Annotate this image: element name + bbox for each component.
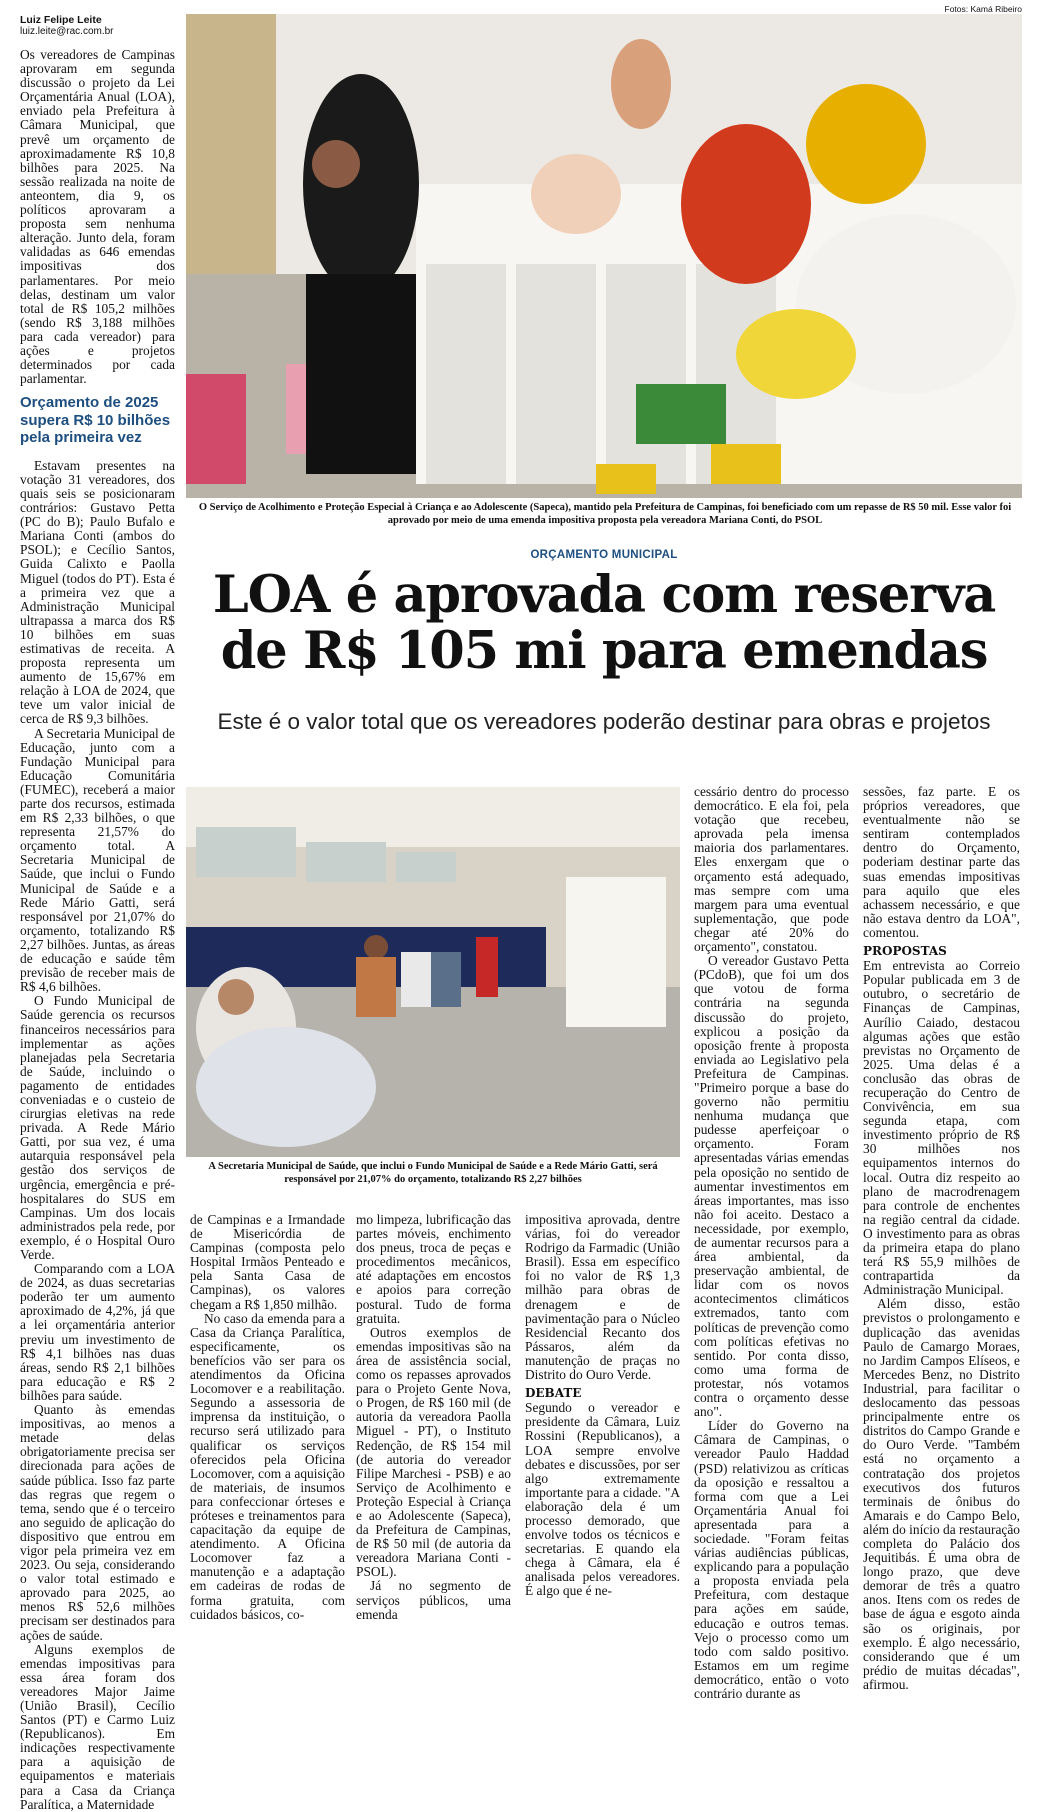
photo-caption: A Secretaria Municipal de Saúde, que inclui o Fundo Municipal de Saúde e a Rede Mário Gatti, será responsável por 21,07% do orçamento, totalizando R$ 2,27 bilhões — [208, 1161, 658, 1185]
subhead: Orçamento de 2025 supera R$ 10 bilhões pela primeira vez — [20, 394, 171, 447]
author-email[interactable]: luiz.leite@rac.com.br — [20, 26, 114, 37]
photo-toy-shelf — [186, 14, 1022, 498]
byline — [20, 14, 180, 37]
section-kicker: ORÇAMENTO MUNICIPAL — [530, 549, 678, 561]
paragraph: Quanto às emendas impositivas, ao menos a metade delas obrigatoriamente precisa ser direcionada para ações de saúde pública. Isso faz parte das regras que regem o tema, sendo que é o terceiro ano seguido de aplicação do dispositivo que entrou em vigor pela primeira vez em 2023. Ou seja, considerando o valor total estimado e aprovado para 2025, ao menos R$ 52,6 milhões precisam ser destinados para ações de saúde. — [20, 1402, 175, 1643]
paragraph: Os vereadores de Campinas aprovaram em segunda discussão o projeto da Lei Orçamentária Anual (LOA), enviado pela Prefeitura à Câmara Municipal, que prevê um orçamento de aproximadamente R$ 10,8 bilhões para 2025. Na sessão realizada na noite de anteontem, dia 9, os políticos aprovaram a proposta sem nenhuma alteração. Junto dela, foram validadas as 646 emendas impositivas dos parlamentares. Por meio delas, destinam um valor total de R$ 105,2 milhões (sendo R$ 3,188 milhões para cada vereador) para ações e projetos determinados por cada parlamentar. — [20, 47, 175, 387]
article-column-5 — [694, 784, 849, 1701]
paragraph: Além disso, estão previstos o prolongamento e duplicação das avenidas Paulo de Camargo Moraes, no Jardim Campos Elíseos, e Mercedes Benz, no Distrito Industrial, para facilitar o deslocamento das pessoas principalmente entre os distritos do Campo Grande e do Ouro Verde. "Também está no orçamento a contratação dos projetos executivos dos futuros terminais de ônibus do Amarais e do Campo Belo, além do início da restauração completa do Palácio dos Jequitibás. É uma obra de longo prazo, que deve demorar de três a quatro anos. Itens com os redes de base de água e esgoto ainda são os originais, por exemplo. É algo necessário, considerando que é um prédio de muitas décadas", afirmou. — [863, 1296, 1020, 1692]
article-column-2 — [190, 1212, 345, 1622]
paragraph: Em entrevista ao Correio Popular publicada em 3 de outubro, o secretário de Finanças de Campinas, Aurílio Caiado, destacou algumas ações que estão previstas no Orçamento de 2025. Uma delas é a conclusão das obras de recuperação do Centro de Convivência, em sua segunda etapa, com investimento próprio de R$ 30 milhões nos equipamentos internos do local. Outra diz respeito ao plano de macrodrenagem para controle de enchentes na região central da cidade. O investimento para as obras da primeira etapa do plano terá R$ 55,9 milhões de contrapartida da Administração Municipal. — [863, 958, 1020, 1298]
deck: Este é o valor total que os vereadores poderão destinar para obras e projetos — [217, 709, 991, 734]
paragraph: O Fundo Municipal de Saúde gerencia os recursos financeiros necessários para implementar as ações planejadas pela Secretaria de Saúde, incluindo o pagamento de entidades conveniadas e o custeio de cirurgias eletivas na rede privada. A Rede Mário Gatti, por sua vez, é uma autarquia responsável pela gestão dos serviços de urgência, emergência e pré-hospitalares do SUS em Campinas. Um dos locais administrados pela rede, por exemplo, é o Hospital Ouro Verde. — [20, 993, 175, 1262]
paragraph: Comparando com a LOA de 2024, as duas secretarias poderão ter um aumento aproximado de 4,2%, já que a lei orçamentária anterior previu um investimento de R$ 4,1 bilhões nas duas áreas, sendo R$ 2,1 bilhões para educação e R$ 2 bilhões para saúde. — [20, 1261, 175, 1403]
article-column-6 — [863, 784, 1020, 1692]
paragraph: impositiva aprovada, dentre várias, foi do vereador Rodrigo da Farmadic (União Brasil). Essa em específico foi no valor de R$ 1,3 milhão para obras de drenagem e de pavimentação para o Núcleo Residencial Recanto dos Pássaros, além da manutenção de praças no Distrito do Ouro Verde. — [525, 1212, 680, 1383]
paragraph: Outros exemplos de emendas impositivas são na área de assistência social, como os repasses aprovados para o Projeto Gente Nova, o Progen, de R$ 160 mil (de autoria da vereadora Paolla Miguel - PT), o Instituto Redenção, de R$ 154 mil (de autoria do vereador Filipe Marchesi - PSB) e ao Serviço de Acolhimento e Proteção Especial à Criança e ao Adolescente (Sapeca), da Prefeitura de Campinas, de R$ 50 mil (de autoria da vereadora Mariana Conti - PSOL). — [356, 1324, 511, 1580]
paragraph: Já no segmento de serviços públicos, uma emenda — [356, 1578, 511, 1622]
paragraph: Líder do Governo na Câmara de Campinas, o vereador Paulo Haddad (PSD) relativizou as críticas da oposição e ressaltou a forma com que a Lei Orçamentária Anual foi apresentada para a sociedade. "Foram feitas várias audiências públicas, explicando para a população a proposta enviada pela Prefeitura, com destaque para ações em saúde, educação e outros temas. Vejo o processo como um todo com saldo positivo. Estamos em um regime democrático, então o voto contrário durante as — [694, 1418, 849, 1701]
photo-credit: Fotos: Kamá Ribeiro — [944, 4, 1022, 14]
article-column-1 — [20, 47, 175, 1812]
article-column-3 — [356, 1212, 511, 1622]
photo-waiting-room — [186, 787, 680, 1157]
photo-caption: O Serviço de Acolhimento e Proteção Especial à Criança e ao Adolescente (Sapeca), mantido pela Prefeitura de Campinas, foi beneficiado com um repasse de R$ 50 mil. Esse valor foi aprovado por meio de uma emenda impositiva proposta pela vereadora Mariana Conti, do PSOL — [198, 502, 1012, 526]
headline: LOA é aprovada com reserva de R$ 105 mi para emendas — [212, 565, 996, 681]
paragraph: A Secretaria Municipal de Educação, junto com a Fundação Municipal para Educação Comunitária (FUMEC), receberá a maior parte dos recursos, estimada em R$ 2,33 bilhões, o que representa 21,57% do orçamento total. A Secretaria Municipal de Saúde, que inclui o Fundo Municipal de Saúde e a Rede Mário Gatti, será responsável por 21,07% do orçamento, totalizando R$ 2,27 bilhões. Juntas, as áreas de educação e saúde têm previsão de receber mais de R$ 4,6 bilhões. — [20, 725, 175, 995]
section-heading-propostas: PROPOSTAS — [863, 944, 947, 959]
paragraph: Alguns exemplos de emendas impositivas para essa área foram dos vereadores Major Jaime (União Brasil), Cecílio Santos (PT) e Carmo Luiz (Republicanos). Em indicações respectivamente para a aquisição de equipamentos e materiais para a Casa da Criança Paralítica, a Maternidade — [20, 1641, 175, 1812]
article-column-4 — [525, 1212, 680, 1599]
author-name: Luiz Felipe Leite — [20, 14, 102, 26]
paragraph: cessário dentro do processo democrático. E ela foi, pela votação que recebeu, aprovada pela imensa maioria dos parlamentares. Eles enxergam que o orçamento está adequado, mas sempre com uma margem para uma eventual suplementação, que pode chegar até 20% do orçamento", constatou. — [694, 784, 849, 955]
paragraph: sessões, faz parte. E os próprios vereadores, que eventualmente não se sentiram contemplados dentro do Orçamento, poderiam destinar parte das suas emendas impositivas para aquilo que eles achassem necessário, e que não estava dentro da LOA", comentou. — [863, 784, 1020, 940]
paragraph: de Campinas e a Irmandade de Misericórdia de Campinas (composta pelo Hospital Irmãos Penteado e pela Santa Casa de Campinas), os valores chegam a R$ 1,850 milhão. — [190, 1212, 345, 1312]
section-heading-debate: DEBATE — [525, 1386, 582, 1401]
paragraph: Estavam presentes na votação 31 vereadores, dos quais seis se posicionaram contrários: Gustavo Petta (PC do B); Paulo Bufalo e Mariana Conti (ambos do PSOL); e Cecílio Santos, Guida Calixto e Paolla Miguel (todos do PT). Esta é a primeira vez que a Administração Municipal ultrapassa a marca dos R$ 10 bilhões em suas estimativas de receita. A proposta representa um aumento de 15,67% em relação à LOA de 2024, que teve um valor inicial de cerca de R$ 9,3 bilhões. — [20, 457, 175, 727]
paragraph: O vereador Gustavo Petta (PCdoB), que foi um dos que votou de forma contrária na segunda discussão do projeto, explicou a posição da oposição frente à proposta enviada ao Legislativo pela Prefeitura de Campinas. "Primeiro porque a base do governo não permitiu nenhuma mudança que pudesse aperfeiçoar o orçamento. Foram apresentadas várias emendas pela oposição no sentido de aumentar investimentos em áreas importantes, mas isso não foi aceito. Destaco a necessidade, por exemplo, de aumentar recursos para a área ambiental, da preservação ambiental, de lidar com os novos acontecimentos climáticos extremados, tanto com políticas de prevenção como com políticas efetivas no sentido. Por conta disso, como uma forma de protestar, nós votamos contra o orçamento desse ano". — [694, 953, 849, 1420]
paragraph: Segundo o vereador e presidente da Câmara, Luiz Rossini (Republicanos), a LOA sempre envolve debates e discussões, por ser algo extremamente importante para a cidade. "A elaboração dela é um processo demorado, que envolve todos os técnicos e secretarias. E quando ela chega à Câmara, ela é analisada pelos vereadores. É algo que é ne- — [525, 1400, 680, 1599]
paragraph: No caso da emenda para a Casa da Criança Paralítica, especificamente, os benefícios vão ser para os atendimentos da Oficina Locomover e a reabilitação. Segundo a assessoria de imprensa da instituição, o recurso será utilizado para qualificar os serviços oferecidos pela Oficina Locomover, com a aquisição de materiais, de insumos para confeccionar órteses e próteses e treinamentos para capacitação da equipe de atendimento. A Oficina Locomover faz a manutenção e a adaptação em cadeiras de rodas de forma gratuita, com cuidados básicos, co- — [190, 1310, 345, 1622]
paragraph: mo limpeza, lubrificação das partes móveis, enchimento dos pneus, troca de peças e procedimentos mecânicos, até adaptações em encostos e apoios para correção postural. Tudo de forma gratuita. — [356, 1212, 511, 1326]
